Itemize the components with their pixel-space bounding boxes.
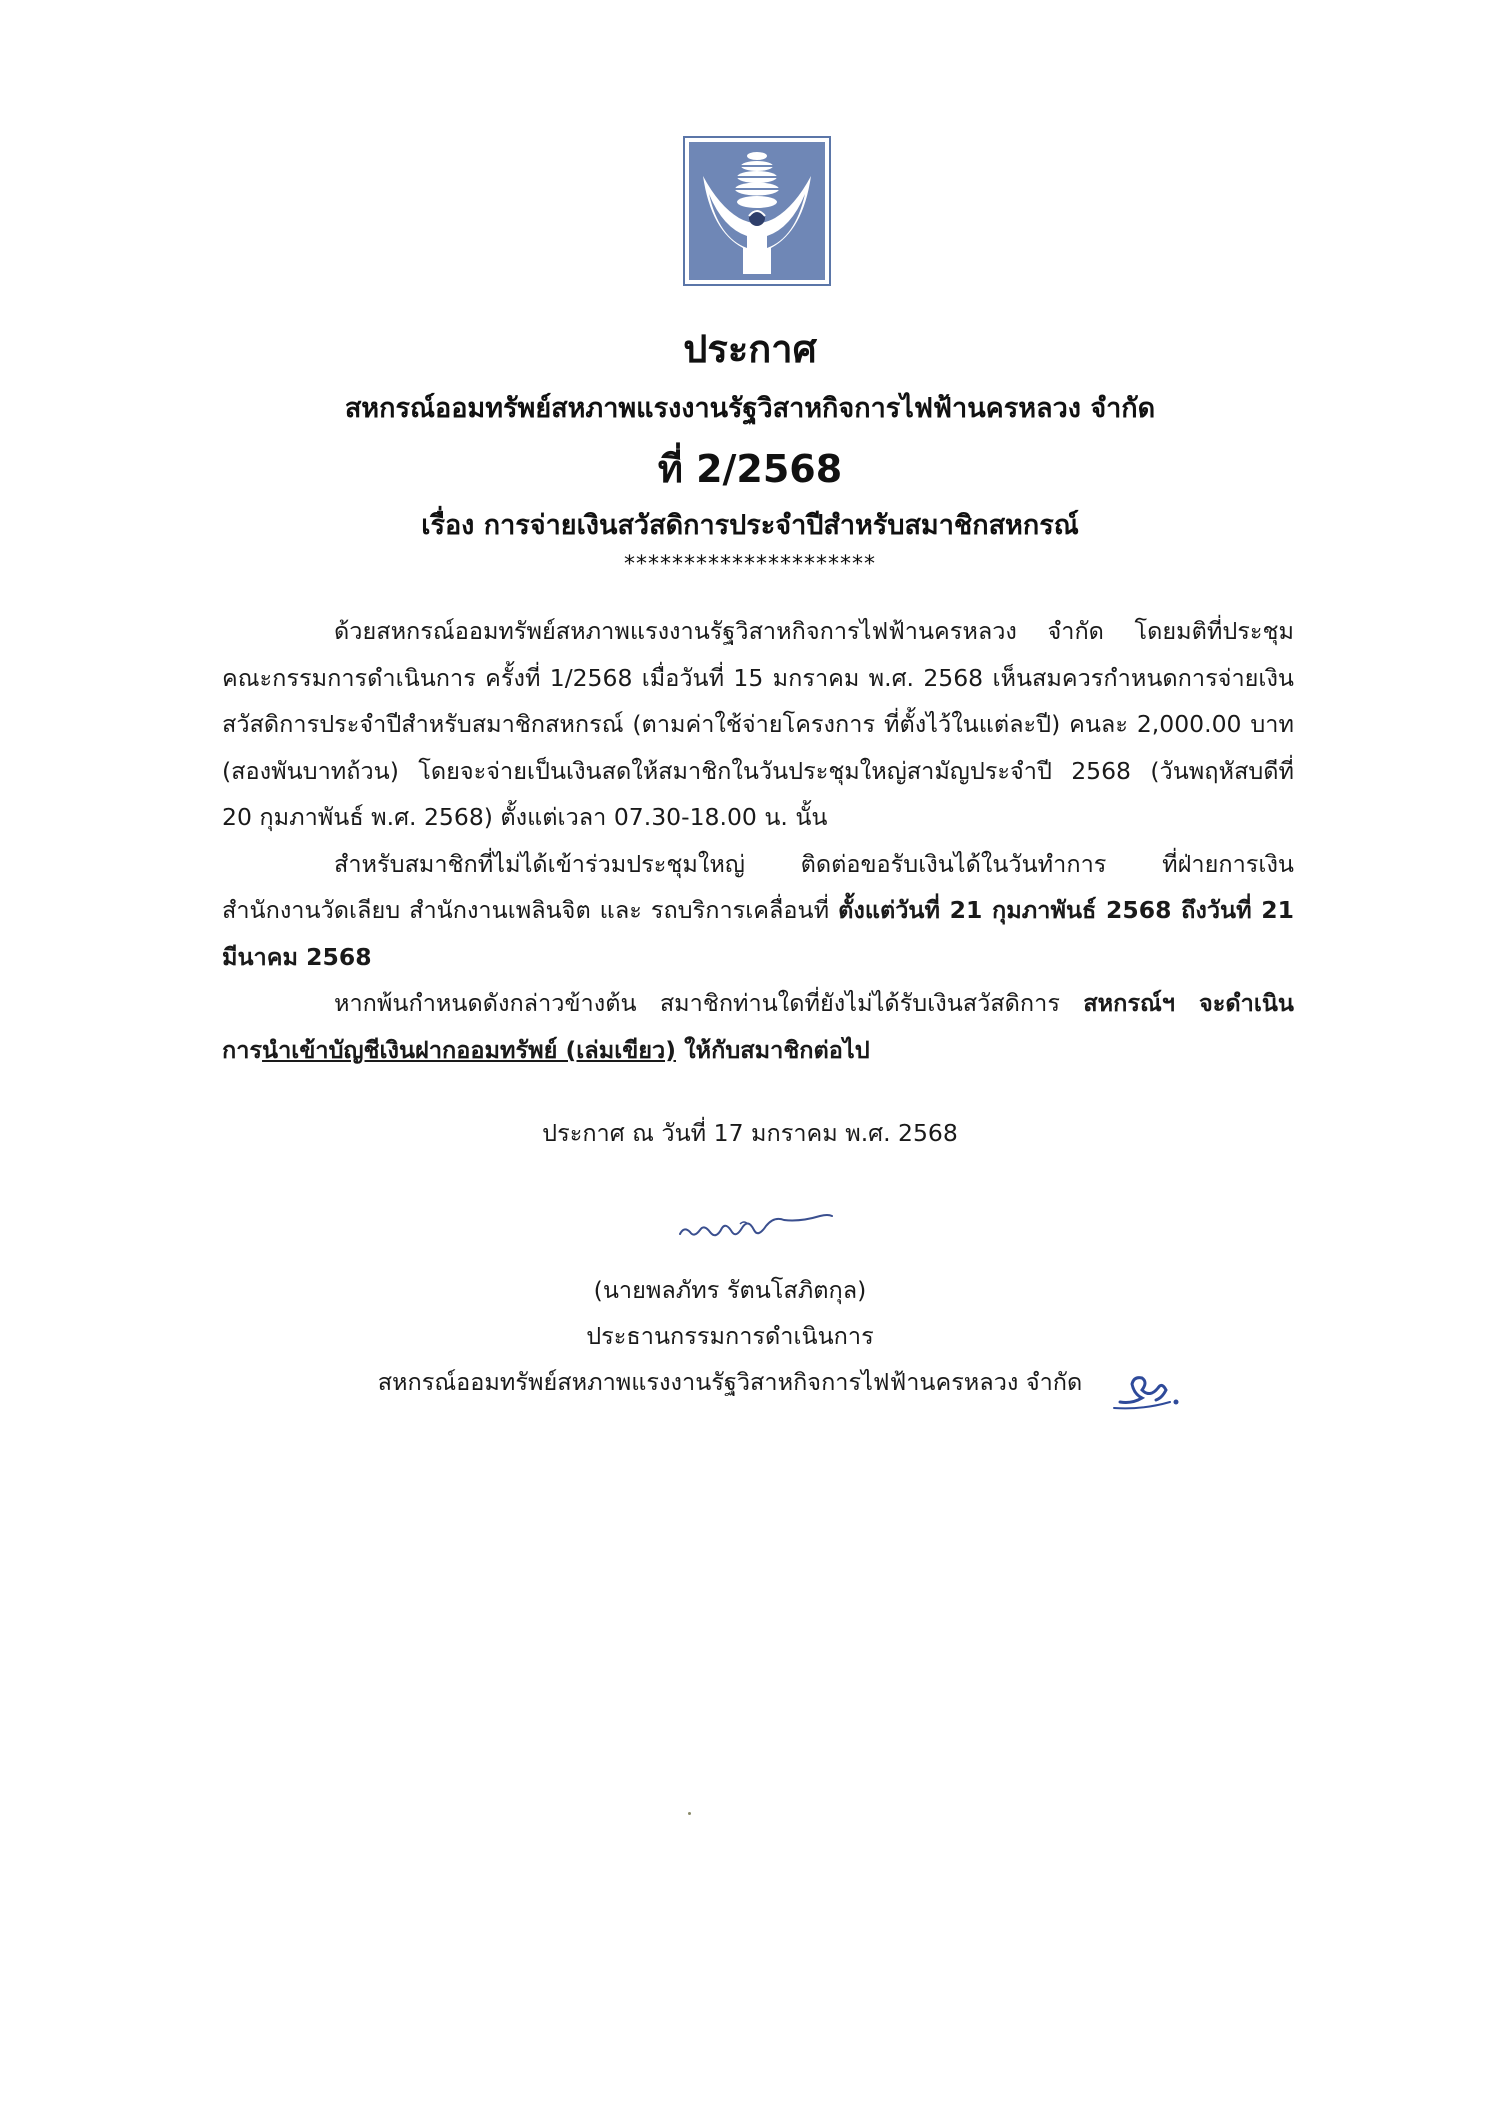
paragraph-3 bbox=[222, 980, 1294, 1073]
announcement-subject: เรื่อง การจ่ายเงินสวัสดิการประจำปีสำหรับสมาชิกสหกรณ์ bbox=[421, 510, 1079, 541]
paragraph-1: ด้วยสหกรณ์ออมทรัพย์สหภาพแรงงานรัฐวิสาหกิจการไฟฟ้านครหลวง จำกัด โดยมติที่ประชุมคณะกรรมการดำเนินการ ครั้งที่ 1/2568 เมื่อวันที่ 15 มกราคม พ.ศ. 2568 เห็นสมควรกำหนดการจ่ายเงินสวัสดิการประจำปีสำหรับสมาชิกสหกรณ์ (ตามค่าใช้จ่ายโครงการ ที่ตั้งไว้ในแต่ละปี) คนละ 2,000.00 บาท (สองพันบาทถ้วน) โดยจะจ่ายเป็นเงินสดให้สมาชิกในวันประชุมใหญ่สามัญประจำปี 2568 (วันพฤหัสบดีที่ 20 กุมภาพันธ์ พ.ศ. 2568) ตั้งแต่เวลา 07.30-18.00 น. นั้น bbox=[222, 617, 1294, 831]
initials-mark bbox=[1112, 1368, 1184, 1414]
divider-stars: ********************* bbox=[624, 552, 876, 577]
scan-speck bbox=[688, 1812, 691, 1815]
paragraph-2 bbox=[222, 841, 1294, 981]
cooperative-logo bbox=[683, 136, 831, 286]
paragraph-3-action: สหกรณ์ฯ จะดำเนินการ bbox=[222, 989, 1294, 1064]
signer-name: (นายพลภัทร รัตนโสภิตกุล) bbox=[593, 1276, 867, 1304]
announcement-date: ประกาศ ณ วันที่ 17 มกราคม พ.ศ. 2568 bbox=[542, 1119, 958, 1147]
announcement-body bbox=[222, 608, 1294, 1073]
announcement-number: ที่ 2/2568 bbox=[657, 447, 843, 491]
signer-organization: สหกรณ์ออมทรัพย์สหภาพแรงงานรัฐวิสาหกิจการไฟฟ้านครหลวง จำกัด bbox=[377, 1368, 1083, 1396]
paragraph-2-text: สำหรับสมาชิกที่ไม่ได้เข้าร่วมประชุมใหญ่ ติดต่อขอรับเงินได้ในวันทำการ ที่ฝ่ายการเงิน สำนักงานวัดเลียบ สำนักงานเพลินจิต และ รถบริการเคลื่อนที่ bbox=[222, 849, 1294, 924]
organization-name: สหกรณ์ออมทรัพย์สหภาพแรงงานรัฐวิสาหกิจการไฟฟ้านครหลวง จำกัด bbox=[344, 393, 1156, 424]
paragraph-3-text: หากพ้นกำหนดดังกล่าวข้างต้น สมาชิกท่านใดที่ยังไม่ได้รับเงินสวัสดิการ bbox=[334, 989, 1084, 1017]
signature-image bbox=[670, 1202, 840, 1252]
page-title: ประกาศ bbox=[683, 327, 817, 371]
signer-position: ประธานกรรมการดำเนินการ bbox=[586, 1322, 874, 1350]
paragraph-3-closing: ให้กับสมาชิกต่อไป bbox=[676, 1035, 870, 1064]
paragraph-3-account: นำเข้าบัญชีเงินฝากออมทรัพย์ (เล่มเขียว) bbox=[262, 1035, 676, 1064]
paragraph-2-dates: ตั้งแต่วันที่ 21 กุมภาพันธ์ 2568 ถึงวันที่ 21 มีนาคม 2568 bbox=[222, 896, 1294, 971]
